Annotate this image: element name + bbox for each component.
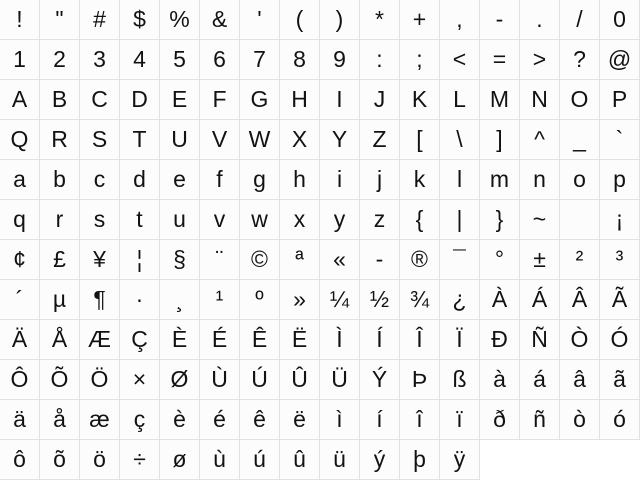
- glyph-cell[interactable]: ô: [0, 440, 40, 480]
- glyph-cell[interactable]: ¶: [80, 280, 120, 320]
- glyph-cell[interactable]: ÿ: [440, 440, 480, 480]
- glyph-cell[interactable]: È: [160, 320, 200, 360]
- glyph-cell[interactable]: F: [200, 80, 240, 120]
- glyph-cell[interactable]: ]: [480, 120, 520, 160]
- glyph-cell[interactable]: $: [120, 0, 160, 40]
- glyph-cell[interactable]: Q: [0, 120, 40, 160]
- glyph-cell[interactable]: L: [440, 80, 480, 120]
- glyph-cell[interactable]: J: [360, 80, 400, 120]
- glyph-cell[interactable]: ·: [120, 280, 160, 320]
- glyph-cell[interactable]: ¨: [200, 240, 240, 280]
- glyph-cell[interactable]: ³: [600, 240, 640, 280]
- glyph-cell[interactable]: ?: [560, 40, 600, 80]
- glyph-cell[interactable]: 8: [280, 40, 320, 80]
- glyph-cell[interactable]: {: [400, 200, 440, 240]
- glyph-cell[interactable]: â: [560, 360, 600, 400]
- glyph-cell[interactable]: -: [360, 240, 400, 280]
- glyph-cell[interactable]: ÷: [120, 440, 160, 480]
- glyph-cell[interactable]: ó: [600, 400, 640, 440]
- glyph-cell[interactable]: B: [40, 80, 80, 120]
- glyph-cell[interactable]: º: [240, 280, 280, 320]
- glyph-cell[interactable]: 1: [0, 40, 40, 80]
- glyph-cell[interactable]: l: [440, 160, 480, 200]
- glyph-cell[interactable]: à: [480, 360, 520, 400]
- glyph-cell[interactable]: Ú: [240, 360, 280, 400]
- glyph-cell[interactable]: ä: [0, 400, 40, 440]
- glyph-cell[interactable]: ¯: [440, 240, 480, 280]
- glyph-cell[interactable]: µ: [40, 280, 80, 320]
- glyph-cell[interactable]: Y: [320, 120, 360, 160]
- glyph-cell[interactable]: å: [40, 400, 80, 440]
- glyph-cell[interactable]: /: [560, 0, 600, 40]
- glyph-cell[interactable]: À: [480, 280, 520, 320]
- glyph-cell[interactable]: ñ: [520, 400, 560, 440]
- glyph-cell[interactable]: Â: [560, 280, 600, 320]
- glyph-cell[interactable]: Ù: [200, 360, 240, 400]
- glyph-cell[interactable]: 9: [320, 40, 360, 80]
- glyph-cell[interactable]: Ì: [320, 320, 360, 360]
- glyph-cell[interactable]: 7: [240, 40, 280, 80]
- glyph-cell[interactable]: Ð: [480, 320, 520, 360]
- glyph-cell[interactable]: Á: [520, 280, 560, 320]
- glyph-cell[interactable]: ^: [520, 120, 560, 160]
- glyph-cell[interactable]: a: [0, 160, 40, 200]
- glyph-cell[interactable]: 5: [160, 40, 200, 80]
- glyph-cell[interactable]: O: [560, 80, 600, 120]
- glyph-cell[interactable]: »: [280, 280, 320, 320]
- glyph-cell[interactable]: (: [280, 0, 320, 40]
- glyph-cell[interactable]: D: [120, 80, 160, 120]
- glyph-cell[interactable]: ¾: [400, 280, 440, 320]
- glyph-cell[interactable]: E: [160, 80, 200, 120]
- glyph-cell[interactable]: ò: [560, 400, 600, 440]
- glyph-cell[interactable]: í: [360, 400, 400, 440]
- glyph-cell[interactable]: M: [480, 80, 520, 120]
- glyph-cell[interactable]: Ø: [160, 360, 200, 400]
- glyph-cell[interactable]: Ç: [120, 320, 160, 360]
- glyph-cell[interactable]: W: [240, 120, 280, 160]
- glyph-cell[interactable]: h: [280, 160, 320, 200]
- glyph-cell[interactable]: i: [320, 160, 360, 200]
- glyph-cell[interactable]: *: [360, 0, 400, 40]
- glyph-cell[interactable]: ®: [400, 240, 440, 280]
- glyph-cell[interactable]: e: [160, 160, 200, 200]
- glyph-cell[interactable]: -: [480, 0, 520, 40]
- glyph-cell[interactable]: :: [360, 40, 400, 80]
- glyph-cell[interactable]: q: [0, 200, 40, 240]
- glyph-cell[interactable]: Ö: [80, 360, 120, 400]
- glyph-cell[interactable]: û: [280, 440, 320, 480]
- glyph-cell[interactable]: ã: [600, 360, 640, 400]
- glyph-cell[interactable]: ð: [480, 400, 520, 440]
- glyph-cell[interactable]: ±: [520, 240, 560, 280]
- glyph-cell[interactable]: é: [200, 400, 240, 440]
- glyph-cell[interactable]: 0: [600, 0, 640, 40]
- glyph-cell[interactable]: ï: [440, 400, 480, 440]
- glyph-cell[interactable]: T: [120, 120, 160, 160]
- glyph-cell[interactable]: }: [480, 200, 520, 240]
- glyph-cell[interactable]: .: [520, 0, 560, 40]
- glyph-cell[interactable]: Æ: [80, 320, 120, 360]
- glyph-cell[interactable]: ²: [560, 240, 600, 280]
- glyph-cell[interactable]: ö: [80, 440, 120, 480]
- glyph-cell[interactable]: ¢: [0, 240, 40, 280]
- glyph-cell[interactable]: U: [160, 120, 200, 160]
- glyph-cell[interactable]: §: [160, 240, 200, 280]
- glyph-cell[interactable]: V: [200, 120, 240, 160]
- glyph-cell[interactable]: î: [400, 400, 440, 440]
- glyph-cell[interactable]: ç: [120, 400, 160, 440]
- glyph-cell[interactable]: ~: [520, 200, 560, 240]
- glyph-cell[interactable]: ): [320, 0, 360, 40]
- glyph-cell[interactable]: ¡: [600, 200, 640, 240]
- glyph-cell[interactable]: s: [80, 200, 120, 240]
- glyph-cell[interactable]: Ò: [560, 320, 600, 360]
- empty-slot: [600, 440, 640, 480]
- glyph-cell[interactable]: H: [280, 80, 320, 120]
- glyph-cell[interactable]: !: [0, 0, 40, 40]
- glyph-cell[interactable]: z: [360, 200, 400, 240]
- glyph-cell[interactable]: d: [120, 160, 160, 200]
- glyph-cell[interactable]: Ä: [0, 320, 40, 360]
- glyph-cell[interactable]: Ë: [280, 320, 320, 360]
- glyph-cell[interactable]: `: [600, 120, 640, 160]
- glyph-cell[interactable]: _: [560, 120, 600, 160]
- glyph-cell[interactable]: >: [520, 40, 560, 80]
- glyph-cell[interactable]: ½: [360, 280, 400, 320]
- glyph-cell[interactable]: ¦: [120, 240, 160, 280]
- glyph-cell[interactable]: 4: [120, 40, 160, 80]
- glyph-cell[interactable]: ü: [320, 440, 360, 480]
- glyph-cell[interactable]: G: [240, 80, 280, 120]
- glyph-cell[interactable]: ;: [400, 40, 440, 80]
- glyph-cell[interactable]: ª: [280, 240, 320, 280]
- glyph-cell[interactable]: ¹: [200, 280, 240, 320]
- glyph-cell[interactable]: Ã: [600, 280, 640, 320]
- glyph-cell[interactable]: I: [320, 80, 360, 120]
- glyph-cell[interactable]: =: [480, 40, 520, 80]
- glyph-cell[interactable]: Z: [360, 120, 400, 160]
- glyph-cell[interactable]: õ: [40, 440, 80, 480]
- glyph-cell[interactable]: Ô: [0, 360, 40, 400]
- glyph-cell[interactable]: R: [40, 120, 80, 160]
- glyph-cell[interactable]: Ó: [600, 320, 640, 360]
- glyph-cell[interactable]: ë: [280, 400, 320, 440]
- glyph-cell[interactable]: Ê: [240, 320, 280, 360]
- glyph-cell[interactable]: v: [200, 200, 240, 240]
- glyph-cell[interactable]: Ï: [440, 320, 480, 360]
- glyph-cell[interactable]: t: [120, 200, 160, 240]
- glyph-cell[interactable]: ¥: [80, 240, 120, 280]
- glyph-cell[interactable]: ¼: [320, 280, 360, 320]
- glyph-cell[interactable]: ì: [320, 400, 360, 440]
- empty-slot: [560, 440, 600, 480]
- glyph-cell[interactable]: Î: [400, 320, 440, 360]
- glyph-cell[interactable]: y: [320, 200, 360, 240]
- glyph-cell[interactable]: w: [240, 200, 280, 240]
- glyph-cell[interactable]: [: [400, 120, 440, 160]
- glyph-cell[interactable]: A: [0, 80, 40, 120]
- glyph-cell[interactable]: ©: [240, 240, 280, 280]
- glyph-cell[interactable]: x: [280, 200, 320, 240]
- glyph-cell[interactable]: ": [40, 0, 80, 40]
- glyph-cell[interactable]: j: [360, 160, 400, 200]
- glyph-cell[interactable]: ': [240, 0, 280, 40]
- glyph-cell[interactable]: Õ: [40, 360, 80, 400]
- glyph-cell[interactable]: r: [40, 200, 80, 240]
- glyph-cell[interactable]: °: [480, 240, 520, 280]
- glyph-cell[interactable]: N: [520, 80, 560, 120]
- glyph-cell[interactable]: þ: [400, 440, 440, 480]
- glyph-cell[interactable]: ¸: [160, 280, 200, 320]
- glyph-cell[interactable]: Ü: [320, 360, 360, 400]
- glyph-cell[interactable]: 6: [200, 40, 240, 80]
- glyph-cell[interactable]: Ý: [360, 360, 400, 400]
- glyph-cell[interactable]: f: [200, 160, 240, 200]
- glyph-cell[interactable]: p: [600, 160, 640, 200]
- glyph-cell[interactable]: è: [160, 400, 200, 440]
- glyph-cell[interactable]: £: [40, 240, 80, 280]
- empty-slot: [520, 440, 560, 480]
- glyph-cell[interactable]: <: [440, 40, 480, 80]
- glyph-cell[interactable]: Í: [360, 320, 400, 360]
- glyph-cell[interactable]: g: [240, 160, 280, 200]
- glyph-cell[interactable]: Ñ: [520, 320, 560, 360]
- glyph-cell[interactable]: ´: [0, 280, 40, 320]
- glyph-cell[interactable]: P: [600, 80, 640, 120]
- glyph-cell[interactable]: ú: [240, 440, 280, 480]
- glyph-cell[interactable]: X: [280, 120, 320, 160]
- glyph-cell[interactable]: u: [160, 200, 200, 240]
- glyph-cell[interactable]: É: [200, 320, 240, 360]
- glyph-cell[interactable]: ¿: [440, 280, 480, 320]
- glyph-cell[interactable]: S: [80, 120, 120, 160]
- glyph-cell[interactable]: 3: [80, 40, 120, 80]
- glyph-cell[interactable]: 2: [40, 40, 80, 80]
- glyph-cell[interactable]: o: [560, 160, 600, 200]
- glyph-cell[interactable]: |: [440, 200, 480, 240]
- glyph-cell[interactable]: «: [320, 240, 360, 280]
- glyph-cell[interactable]: ê: [240, 400, 280, 440]
- glyph-cell[interactable]: C: [80, 80, 120, 120]
- glyph-cell[interactable]: +: [400, 0, 440, 40]
- glyph-cell[interactable]: K: [400, 80, 440, 120]
- glyph-cell[interactable]: ý: [360, 440, 400, 480]
- glyph-cell[interactable]: k: [400, 160, 440, 200]
- glyph-cell[interactable]: Þ: [400, 360, 440, 400]
- glyph-cell[interactable]: \: [440, 120, 480, 160]
- glyph-cell[interactable]: ×: [120, 360, 160, 400]
- glyph-cell[interactable]: @: [600, 40, 640, 80]
- glyph-cell[interactable]: %: [160, 0, 200, 40]
- glyph-cell[interactable]: Û: [280, 360, 320, 400]
- glyph-cell[interactable]: m: [480, 160, 520, 200]
- glyph-cell[interactable]: Å: [40, 320, 80, 360]
- glyph-cell[interactable]: ß: [440, 360, 480, 400]
- glyph-cell[interactable]: n: [520, 160, 560, 200]
- glyph-cell[interactable]: ,: [440, 0, 480, 40]
- empty-slot: [480, 440, 520, 480]
- glyph-cell[interactable]: #: [80, 0, 120, 40]
- glyph-cell[interactable]: á: [520, 360, 560, 400]
- glyph-cell[interactable]: c: [80, 160, 120, 200]
- glyph-cell[interactable]: ù: [200, 440, 240, 480]
- blank-glyph-cell[interactable]: [560, 200, 600, 240]
- glyph-cell[interactable]: ø: [160, 440, 200, 480]
- glyph-cell[interactable]: b: [40, 160, 80, 200]
- glyph-cell[interactable]: &: [200, 0, 240, 40]
- glyph-cell[interactable]: æ: [80, 400, 120, 440]
